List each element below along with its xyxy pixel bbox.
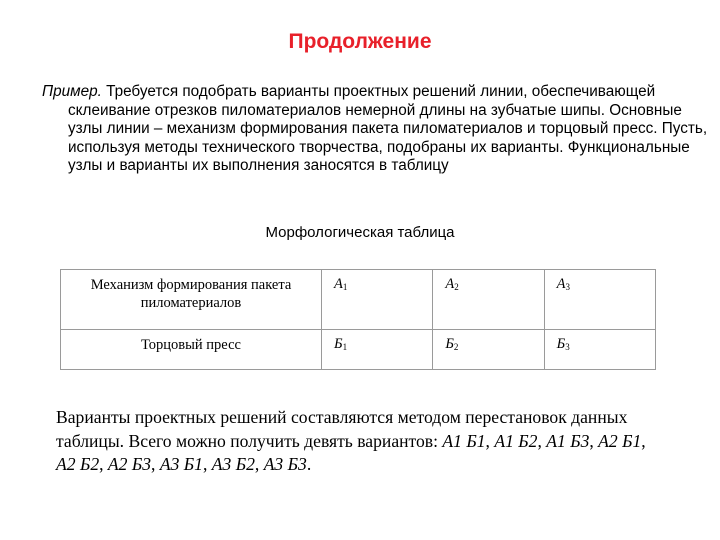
combination: А2 Б1 bbox=[598, 430, 642, 451]
variant-index: 1 bbox=[342, 342, 348, 352]
table-cell bbox=[433, 270, 544, 330]
morphological-table bbox=[60, 269, 656, 370]
conclusion-paragraph: Варианты проектных решений составляются методом перестановок данных таблицы. Всего можно получить девять вариантов: А1 Б1, А1 Б2, А1 Б3, А2 Б1, А2 Б2, А2 Б3, А3 Б1, А3 Б2, А3 Б3. bbox=[56, 407, 646, 474]
table-row-label: Механизм формирования пакета пиломатериалов bbox=[61, 270, 322, 330]
example-text: Требуется подобрать варианты проектных решений линии, обеспечивающей склеивание отрезков пиломатериалов немерной длины на зубчатые шипы. Основные узлы линии – механизм формирования пакета пиломатериалов и торцовый пресс. Пусть, используя методы технического творчества, подобраны их варианты. Функциональные узлы и варианты их выполнения заносятся в таблицу bbox=[68, 83, 708, 175]
table-cell bbox=[322, 330, 433, 370]
combination: А2 Б3 bbox=[107, 454, 152, 474]
variant-index: 3 bbox=[565, 342, 570, 352]
slide-title: Продолжение bbox=[288, 30, 432, 53]
combination: А3 Б2 bbox=[211, 454, 255, 474]
variant-index: 2 bbox=[453, 342, 459, 352]
table-cell bbox=[544, 330, 655, 370]
table-caption: Морфологическая таблица bbox=[265, 224, 455, 241]
table-row bbox=[61, 330, 656, 370]
table-cell bbox=[544, 270, 655, 330]
variant-letter: Б bbox=[556, 336, 566, 352]
variant-letter: Б bbox=[334, 336, 343, 352]
variant-letter: А bbox=[334, 276, 343, 292]
variant-index: 1 bbox=[342, 282, 348, 292]
variant-letter: А bbox=[556, 276, 566, 292]
combination: А3 Б1 bbox=[159, 454, 203, 474]
combination: А1 Б3 bbox=[546, 430, 590, 451]
table-cell bbox=[322, 270, 433, 330]
variant-letter: А bbox=[445, 276, 455, 292]
combination: А1 Б1 bbox=[442, 430, 486, 451]
variant-letter: Б bbox=[445, 336, 454, 352]
example-lead: Пример. bbox=[42, 83, 102, 100]
table-cell bbox=[433, 330, 544, 370]
variant-index: 3 bbox=[565, 282, 571, 292]
combination: А3 Б3 bbox=[263, 454, 307, 474]
table-row bbox=[61, 270, 656, 330]
table-row-label: Торцовый пресс bbox=[61, 330, 322, 370]
variant-index: 2 bbox=[454, 282, 459, 292]
conclusion-text: Варианты проектных решений составляются методом перестановок данных таблицы. Всего можно получить девять вариантов: bbox=[56, 407, 628, 451]
combination: А1 Б2 bbox=[494, 430, 538, 451]
combination: А2 Б2 bbox=[56, 454, 100, 474]
example-paragraph bbox=[42, 83, 708, 176]
